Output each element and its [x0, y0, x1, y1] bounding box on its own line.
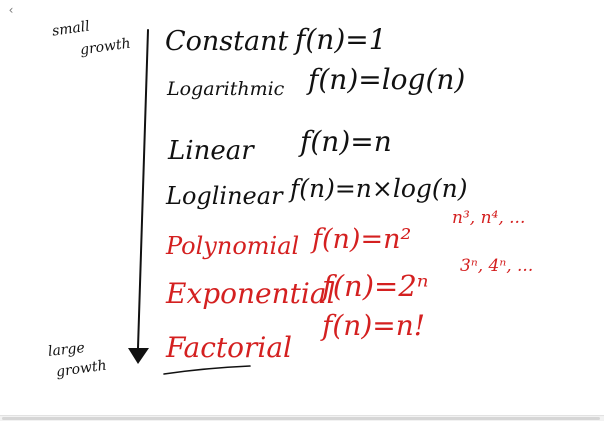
- large-label: large: [47, 340, 86, 360]
- row-formula-exponential: f(n)=2ⁿ: [322, 269, 429, 303]
- row-name-polynomial: Polynomial: [166, 232, 300, 260]
- factorial-underline: [164, 366, 250, 374]
- row-formula-loglinear: f(n)=n×log(n): [290, 174, 468, 203]
- row-name-factorial: Factorial: [166, 331, 292, 364]
- row-examples-exponential: 3ⁿ, 4ⁿ, ...: [460, 256, 534, 276]
- row-formula-factorial: f(n)=n!: [322, 309, 425, 342]
- row-formula-constant: f(n)=1: [295, 23, 387, 56]
- back-icon[interactable]: ‹: [8, 3, 14, 17]
- row-name-linear: Linear: [168, 136, 254, 166]
- row-name-logarithmic: Logarithmic: [167, 78, 285, 100]
- growth-label-top: growth: [79, 35, 132, 59]
- horizontal-scrollbar[interactable]: [0, 415, 604, 421]
- row-name-loglinear: Loglinear: [166, 182, 283, 210]
- row-formula-logarithmic: f(n)=log(n): [308, 63, 466, 96]
- growth-axis-line: [138, 30, 148, 348]
- row-name-exponential: Exponential: [166, 277, 336, 310]
- growth-label-bottom: growth: [55, 357, 108, 381]
- growth-axis-arrowhead: [128, 348, 149, 364]
- row-formula-linear: f(n)=n: [300, 125, 392, 158]
- scrollbar-thumb[interactable]: [2, 417, 600, 420]
- row-examples-polynomial: n³, n⁴, ...: [452, 208, 526, 228]
- row-formula-polynomial: f(n)=n²: [312, 224, 412, 255]
- small-label: small: [51, 18, 91, 40]
- row-name-constant: Constant: [165, 26, 289, 57]
